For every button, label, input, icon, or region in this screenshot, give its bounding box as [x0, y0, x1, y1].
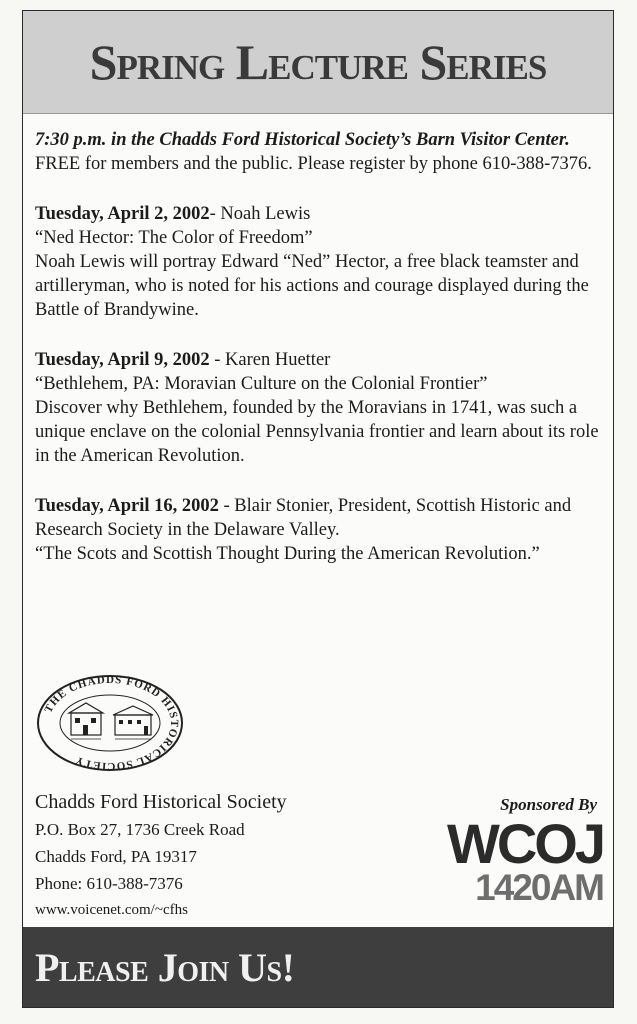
- lecture-title: “Bethlehem, PA: Moravian Culture on the Colonial Frontier”: [35, 374, 488, 394]
- sponsor-block: [393, 795, 603, 907]
- svg-text:THE CHADDS FORD HISTORICAL SOC: THE CHADDS FORD HISTORICAL SOCIETY: [42, 673, 181, 773]
- organization-name: Chadds Ford Historical Society: [35, 791, 287, 813]
- address-line-1: P.O. Box 27, 1736 Creek Road: [35, 820, 245, 839]
- lecture-speaker: - Blair Stonier, President, Scottish Historic and Research Society in the Delaware Valley.: [35, 496, 572, 540]
- lecture-description: Discover why Bethlehem, founded by the Moravians in 1741, was such a unique enclave on the colonial Pennsylvania frontier and learn about its role in the American Revolution.: [35, 398, 599, 466]
- website-link[interactable]: www.voicenet.com/~cfhs: [35, 902, 188, 918]
- content: [23, 114, 613, 566]
- phone: Phone: 610-388-7376: [35, 874, 183, 893]
- contact-block: [35, 789, 287, 924]
- lecture-title: “The Scots and Scottish Thought During the American Revolution.”: [35, 544, 540, 564]
- flyer: [22, 10, 614, 1008]
- lecture-3: [35, 494, 601, 566]
- lecture-date: Tuesday, April 16, 2002: [35, 496, 219, 516]
- lecture-2: [35, 348, 601, 468]
- society-logo: [35, 673, 185, 778]
- page-title: Spring Lecture Series: [89, 34, 547, 90]
- lecture-date: Tuesday, April 2, 2002: [35, 204, 210, 224]
- intro: [35, 128, 601, 176]
- sponsor-label: Sponsored By: [500, 795, 597, 814]
- society-seal-icon: [35, 673, 185, 773]
- lecture-speaker: - Karen Huetter: [209, 350, 331, 370]
- lecture-1: [35, 202, 601, 322]
- footer-band: [23, 927, 613, 1007]
- sponsor-logo-call-letters: WCOJ: [447, 812, 603, 875]
- intro-location: 7:30 p.m. in the Chadds Ford Historical Society’s Barn Visitor Center.: [35, 130, 570, 150]
- lecture-date: Tuesday, April 9, 2002: [35, 350, 210, 370]
- intro-details: FREE for members and the public. Please register by phone 610-388-7376.: [35, 154, 592, 174]
- lecture-description: Noah Lewis will portray Edward “Ned” Hector, a free black teamster and artilleryman, who is noted for his actions and courage displayed during the Battle of Brandywine.: [35, 252, 589, 320]
- address-line-2: Chadds Ford, PA 19317: [35, 847, 197, 866]
- footer-tagline: Please Join Us!: [35, 944, 295, 990]
- lecture-title: “Ned Hector: The Color of Freedom”: [35, 228, 313, 248]
- header-band: [23, 11, 613, 114]
- sponsor-logo-frequency: 1420AM: [475, 867, 603, 908]
- lecture-speaker: - Noah Lewis: [209, 204, 311, 224]
